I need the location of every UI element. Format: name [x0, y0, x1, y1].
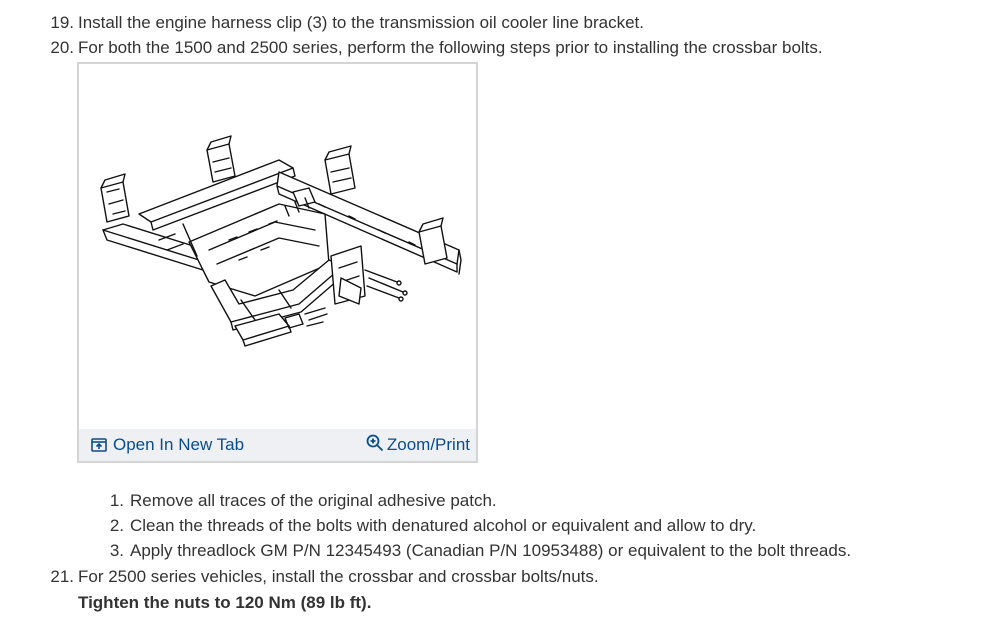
- substep-text: Clean the threads of the bolts with denatured alcohol or equivalent and allow to dry.: [130, 516, 757, 535]
- open-in-new-tab-icon: [91, 438, 107, 452]
- open-in-new-tab-link[interactable]: [91, 434, 244, 456]
- substep-number: 2.: [109, 516, 124, 535]
- figure-panel: [77, 62, 478, 463]
- step-number: 21.: [50, 567, 74, 586]
- substep-2: [104, 515, 756, 537]
- step-21: [46, 566, 599, 588]
- substep-text: Apply threadlock GM P/N 12345493 (Canadian P/N 10953488) or equivalent to the bolt threads.: [130, 541, 852, 560]
- substep-3: [104, 540, 851, 562]
- step-19: [46, 12, 644, 34]
- step-text: For 2500 series vehicles, install the crossbar and crossbar bolts/nuts.: [78, 567, 599, 586]
- torque-spec: Tighten the nuts to 120 Nm (89 lb ft).: [78, 593, 372, 612]
- substep-text: Remove all traces of the original adhesive patch.: [130, 491, 497, 510]
- step-number: 20.: [50, 38, 74, 57]
- step-20: [46, 37, 823, 59]
- frame-crossbar-illustration: [79, 64, 476, 429]
- step-text: For both the 1500 and 2500 series, perform the following steps prior to installing the crossbar bolts.: [78, 38, 823, 57]
- step-text: Install the engine harness clip (3) to the transmission oil cooler line bracket.: [78, 13, 645, 32]
- substep-1: [104, 490, 497, 512]
- step-number: 19.: [50, 13, 74, 32]
- zoom-print-link[interactable]: [366, 434, 470, 456]
- figure-toolbar: [79, 429, 476, 461]
- zoom-print-label: Zoom/Print: [386, 435, 470, 454]
- open-in-new-tab-label: Open In New Tab: [113, 435, 245, 454]
- zoom-in-icon: [366, 434, 384, 452]
- substep-number: 1.: [109, 491, 124, 510]
- substep-number: 3.: [109, 541, 124, 560]
